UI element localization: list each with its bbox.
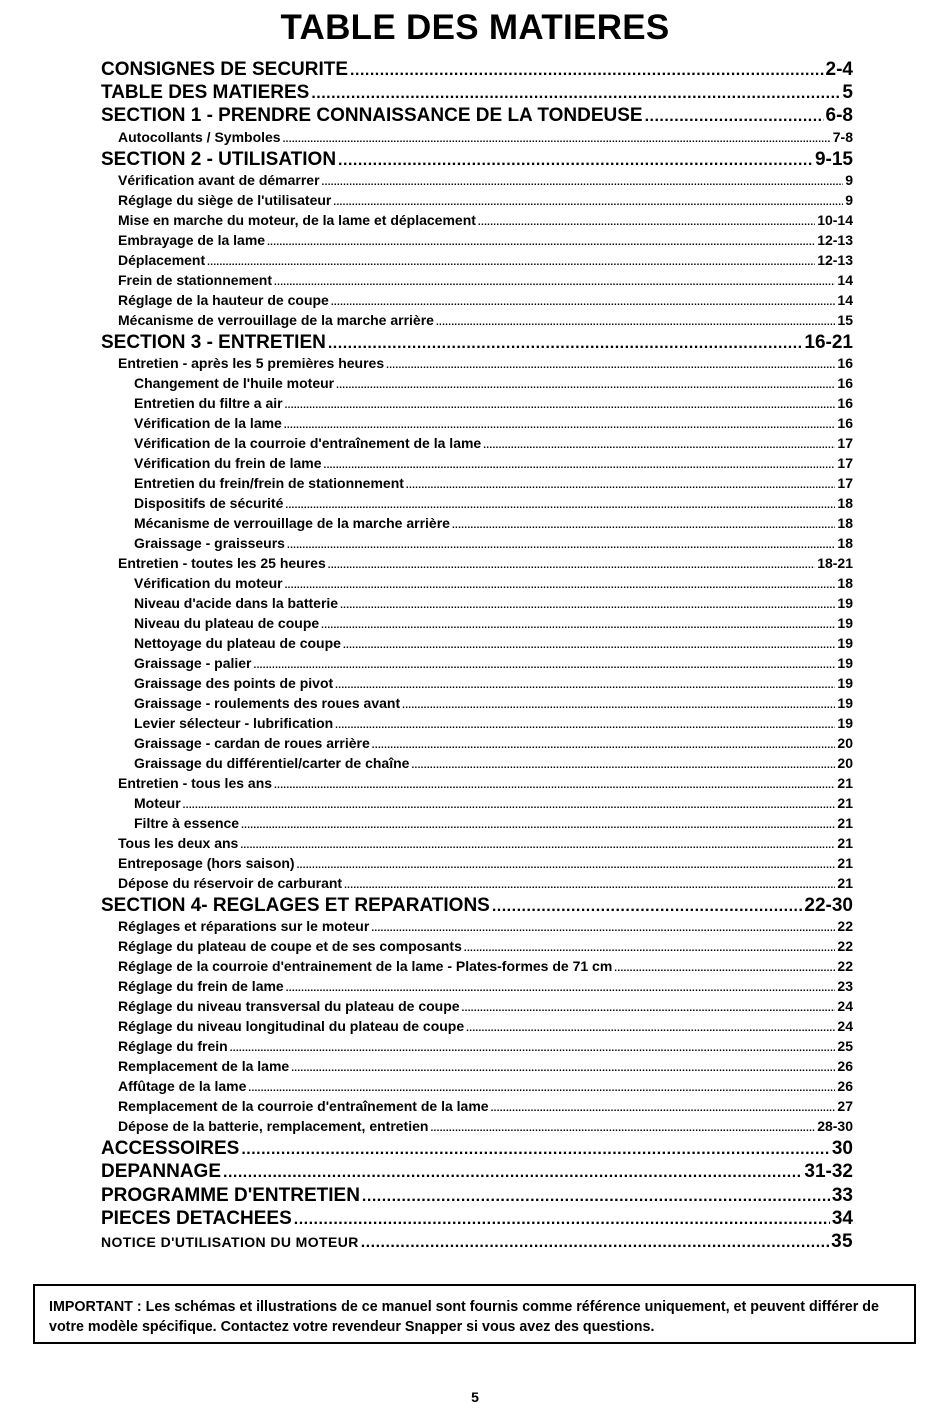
toc-leader-dots: [371, 923, 835, 934]
toc-entry: [118, 172, 853, 192]
toc-entry-label: Moteur: [134, 794, 181, 811]
toc-entry-label: DEPANNAGE: [101, 1161, 221, 1183]
toc-entry-label: Nettoyage du plateau de coupe: [134, 634, 341, 651]
toc-entry: [118, 232, 853, 252]
toc-entry-label: Graissage - roulements des roues avant: [134, 694, 401, 711]
toc-entry: [134, 375, 853, 395]
toc-entry-page: 27: [837, 1098, 853, 1115]
toc-entry: [118, 252, 853, 272]
toc-leader-dots: [483, 440, 835, 451]
toc-entry: [101, 1208, 853, 1231]
toc-entry-page: 7-8: [832, 128, 853, 145]
toc-entry-label: ACCESSOIRES: [101, 1138, 240, 1160]
toc-entry: [118, 1058, 853, 1078]
toc-entry-page: 26: [837, 1078, 853, 1095]
toc-leader-dots: [285, 580, 836, 591]
toc-entry-page: 5: [842, 82, 853, 104]
toc-entry-page: 21: [837, 834, 853, 851]
toc-entry-page: 19: [837, 654, 853, 671]
toc-entry-label: Dispositifs de sécurité: [134, 494, 284, 511]
toc-entry-label: Vérification du frein de lame: [134, 454, 322, 471]
toc-entry: [118, 1078, 853, 1098]
toc-entry-page: 16: [837, 414, 853, 431]
toc-entry-page: 16: [837, 374, 853, 391]
toc-leader-dots: [328, 335, 803, 353]
toc-entry: [134, 795, 853, 815]
toc-entry-page: 18-21: [817, 554, 853, 571]
toc-entry: [134, 615, 853, 635]
toc-entry-label: Entretien - tous les ans: [118, 774, 273, 791]
toc-leader-dots: [335, 720, 835, 731]
toc-entry: [118, 1118, 853, 1138]
toc-entry-page: 21: [837, 854, 853, 871]
toc-entry-page: 24: [837, 998, 853, 1015]
toc-entry-page: 19: [837, 594, 853, 611]
toc-leader-dots: [287, 540, 835, 551]
toc-entry-label: Mécanisme de verrouillage de la marche arrière: [118, 311, 434, 328]
toc-entry: [118, 192, 853, 212]
toc-entry: [118, 292, 853, 312]
toc-leader-dots: [386, 360, 835, 371]
toc-entry: [134, 435, 853, 455]
toc-entry-page: 16: [837, 394, 853, 411]
toc-leader-dots: [614, 963, 835, 974]
toc-entry: [134, 695, 853, 715]
toc-entry-page: 21: [837, 774, 853, 791]
toc-entry-label: Réglage de la courroie d'entrainement de la lame - Plates-formes de 71 cm: [118, 958, 613, 975]
toc-entry-label: Graissage des points de pivot: [134, 674, 334, 691]
toc-entry: [134, 675, 853, 695]
toc-entry-label: Affûtage de la lame: [118, 1078, 247, 1095]
toc-entry: [118, 918, 853, 938]
toc-entry: [134, 495, 853, 515]
toc-entry-page: 19: [837, 714, 853, 731]
toc-entry-page: 14: [837, 291, 853, 308]
toc-leader-dots: [406, 480, 836, 491]
toc-leader-dots: [283, 134, 831, 145]
page-number: 5: [471, 1389, 479, 1405]
toc-entry-page: 14: [837, 271, 853, 288]
toc-leader-dots: [343, 640, 835, 651]
toc-entry: [134, 575, 853, 595]
toc-entry-label: PIECES DETACHEES: [101, 1207, 292, 1229]
toc-leader-dots: [183, 800, 836, 811]
toc-entry-label: Vérification avant de démarrer: [118, 171, 320, 188]
toc-entry-label: Remplacement de la courroie d'entraînement de la lame: [118, 1098, 489, 1115]
toc-entry-label: SECTION 3 - ENTRETIEN: [101, 331, 326, 353]
toc-leader-dots: [452, 520, 835, 531]
toc-leader-dots: [254, 660, 836, 671]
toc-entry: [118, 1018, 853, 1038]
toc-entry-label: SECTION 2 - UTILISATION: [101, 148, 337, 170]
toc-leader-dots: [372, 740, 836, 751]
toc-entry-page: 20: [837, 734, 853, 751]
toc-leader-dots: [274, 780, 835, 791]
toc-leader-dots: [223, 1164, 802, 1182]
toc-entry-page: 22: [837, 958, 853, 975]
toc-leader-dots: [321, 620, 835, 631]
toc-leader-dots: [333, 197, 843, 208]
toc-leader-dots: [291, 1063, 835, 1074]
toc-entry-page: 15: [837, 311, 853, 328]
toc-entry-page: 22: [837, 918, 853, 935]
toc-entry-page: 18: [837, 514, 853, 531]
toc-entry-page: 18: [837, 494, 853, 511]
toc-leader-dots: [328, 560, 815, 571]
toc-entry-label: Changement de l'huile moteur: [134, 374, 335, 391]
toc-entry-page: 25: [837, 1038, 853, 1055]
toc-entry-page: 22-30: [804, 894, 853, 916]
toc-entry-page: 19: [837, 674, 853, 691]
toc-entry: [134, 735, 853, 755]
toc-entry-page: 16: [837, 354, 853, 371]
toc-entry: [134, 755, 853, 775]
toc-leader-dots: [344, 880, 835, 891]
toc-entry: [118, 998, 853, 1018]
toc-entry-label: Réglage du siège de l'utilisateur: [118, 191, 332, 208]
toc-entry-page: 26: [837, 1058, 853, 1075]
toc-entry-page: 6-8: [825, 105, 853, 127]
toc-entry-label: Filtre à essence: [134, 814, 240, 831]
toc-entry-label: Niveau d'acide dans la batterie: [134, 594, 339, 611]
toc-entry-page: 21: [837, 794, 853, 811]
toc-leader-dots: [241, 820, 835, 831]
toc-leader-dots: [331, 297, 836, 308]
toc-entry-label: CONSIGNES DE SECURITE: [101, 59, 349, 80]
toc-entry: [101, 59, 853, 82]
toc-leader-dots: [335, 680, 835, 691]
toc-entry-page: 9-15: [814, 148, 853, 170]
toc-entry-label: Réglage du frein: [118, 1038, 228, 1055]
toc-entry-page: 19: [837, 694, 853, 711]
toc-entry-label: Réglage du plateau de coupe et de ses composants: [118, 938, 462, 955]
toc-entry: [101, 1231, 853, 1254]
toc-leader-dots: [492, 898, 803, 916]
toc-entry-page: 21: [837, 814, 853, 831]
table-of-contents: [101, 59, 853, 1254]
toc-entry: [118, 1038, 853, 1058]
toc-entry-label: Niveau du plateau de coupe: [134, 614, 320, 631]
toc-leader-dots: [286, 983, 836, 994]
toc-entry-label: Levier sélecteur - lubrification: [134, 714, 334, 731]
toc-entry-page: 17: [837, 454, 853, 471]
toc-leader-dots: [230, 1043, 836, 1054]
toc-entry-page: 31-32: [804, 1161, 853, 1183]
toc-entry: [118, 129, 853, 149]
toc-leader-dots: [478, 217, 815, 228]
toc-entry-label: Réglage du niveau longitudinal du plateau de coupe: [118, 1018, 465, 1035]
toc-entry: [118, 212, 853, 232]
toc-leader-dots: [284, 420, 836, 431]
toc-leader-dots: [285, 400, 836, 411]
toc-entry: [118, 958, 853, 978]
toc-leader-dots: [248, 1083, 835, 1094]
toc-leader-dots: [411, 760, 835, 771]
toc-leader-dots: [402, 700, 835, 711]
toc-entry: [101, 82, 853, 105]
toc-leader-dots: [466, 1023, 835, 1034]
toc-leader-dots: [362, 1188, 830, 1206]
toc-entry-page: 35: [831, 1230, 853, 1252]
toc-entry: [134, 595, 853, 615]
toc-entry-page: 12-13: [817, 251, 853, 268]
toc-entry: [134, 815, 853, 835]
toc-entry: [118, 555, 853, 575]
toc-entry: [118, 272, 853, 292]
toc-leader-dots: [340, 600, 835, 611]
toc-entry-label: Remplacement de la lame: [118, 1058, 290, 1075]
toc-entry-label: Réglages et réparations sur le moteur: [118, 918, 370, 935]
toc-entry-label: Dépose du réservoir de carburant: [118, 874, 343, 891]
toc-entry-label: Réglage du frein de lame: [118, 978, 284, 995]
toc-entry-page: 19: [837, 614, 853, 631]
toc-entry-page: 33: [831, 1184, 853, 1206]
toc-entry: [101, 1185, 853, 1208]
toc-leader-dots: [207, 257, 815, 268]
toc-entry: [134, 635, 853, 655]
toc-entry: [118, 978, 853, 998]
toc-entry-label: Tous les deux ans: [118, 834, 239, 851]
toc-leader-dots: [311, 85, 840, 103]
toc-entry-page: 19: [837, 634, 853, 651]
toc-entry-label: Graissage du différentiel/carter de chaîne: [134, 754, 410, 771]
toc-entry: [134, 475, 853, 495]
toc-entry-label: Autocollants / Symboles: [118, 128, 281, 145]
toc-leader-dots: [491, 1103, 836, 1114]
toc-entry-page: 17: [837, 474, 853, 491]
toc-leader-dots: [294, 1211, 830, 1229]
toc-entry-label: Déplacement: [118, 251, 206, 268]
toc-entry: [134, 455, 853, 475]
toc-entry-label: Réglage de la hauteur de coupe: [118, 291, 329, 308]
toc-leader-dots: [436, 317, 835, 328]
toc-entry: [118, 355, 853, 375]
toc-entry-page: 21: [837, 874, 853, 891]
toc-entry-page: 2-4: [825, 59, 853, 80]
toc-entry-label: Embrayage de la lame: [118, 231, 266, 248]
toc-entry: [101, 1138, 853, 1161]
toc-entry-label: Graissage - graisseurs: [134, 534, 285, 551]
toc-leader-dots: [336, 380, 835, 391]
toc-entry: [118, 938, 853, 958]
toc-entry: [118, 1098, 853, 1118]
toc-entry: [101, 895, 853, 918]
toc-entry-page: 9: [845, 171, 853, 188]
important-notice-text: IMPORTANT : Les schémas et illustrations de ce manuel sont fournis comme référence uniquement, et peuvent différer de votre modèle spécifique. Contactez votre revendeur Snapper si vous avez des questions.: [49, 1299, 879, 1335]
toc-entry: [118, 855, 853, 875]
toc-entry: [134, 395, 853, 415]
toc-entry-label: Vérification de la lame: [134, 414, 282, 431]
toc-leader-dots: [274, 277, 835, 288]
toc-entry: [134, 655, 853, 675]
toc-entry-page: 9: [845, 191, 853, 208]
toc-entry-page: 16-21: [804, 331, 853, 353]
toc-entry-label: Entretien du filtre a air: [134, 394, 283, 411]
toc-entry-label: Dépose de la batterie, remplacement, entretien: [118, 1118, 429, 1135]
toc-entry-page: 23: [837, 978, 853, 995]
toc-entry-label: NOTICE D'UTILISATION DU MOTEUR: [101, 1233, 359, 1250]
toc-entry: [118, 775, 853, 795]
toc-entry-page: 24: [837, 1018, 853, 1035]
toc-entry-page: 17: [837, 434, 853, 451]
toc-leader-dots: [285, 500, 835, 511]
toc-leader-dots: [267, 237, 815, 248]
toc-entry-label: Réglage du niveau transversal du plateau de coupe: [118, 998, 460, 1015]
toc-entry-page: 18: [837, 574, 853, 591]
toc-leader-dots: [350, 62, 823, 80]
toc-entry-page: 18: [837, 534, 853, 551]
toc-entry-label: Entretien du frein/frein de stationnement: [134, 474, 404, 491]
toc-entry: [101, 105, 853, 128]
toc-leader-dots: [645, 108, 824, 126]
toc-entry-label: SECTION 4- REGLAGES ET REPARATIONS: [101, 894, 490, 916]
toc-entry-page: 20: [837, 754, 853, 771]
toc-entry-label: Entreposage (hors saison): [118, 854, 295, 871]
toc-entry: [118, 875, 853, 895]
toc-entry-page: 34: [831, 1207, 853, 1229]
toc-entry: [101, 149, 853, 172]
toc-entry-label: Frein de stationnement: [118, 271, 273, 288]
toc-leader-dots: [324, 460, 836, 471]
toc-entry: [134, 715, 853, 735]
toc-entry: [134, 415, 853, 435]
toc-entry-label: TABLE DES MATIERES: [101, 82, 310, 104]
toc-leader-dots: [297, 860, 836, 871]
toc-entry-label: PROGRAMME D'ENTRETIEN: [101, 1184, 360, 1206]
toc-leader-dots: [361, 1234, 829, 1252]
toc-leader-dots: [430, 1123, 815, 1134]
important-notice-box: [33, 1284, 916, 1344]
toc-entry-label: Mécanisme de verrouillage de la marche arrière: [134, 514, 450, 531]
toc-entry-label: Mise en marche du moteur, de la lame et déplacement: [118, 211, 476, 228]
toc-leader-dots: [464, 943, 836, 954]
toc-leader-dots: [462, 1003, 836, 1014]
toc-entry-label: Entretien - après les 5 premières heures: [118, 354, 385, 371]
toc-entry: [101, 332, 853, 355]
toc-entry-label: Graissage - palier: [134, 654, 252, 671]
toc-entry-page: 30: [831, 1138, 853, 1160]
toc-entry: [118, 312, 853, 332]
toc-leader-dots: [322, 177, 844, 188]
toc-entry-label: Vérification du moteur: [134, 574, 283, 591]
toc-entry: [118, 835, 853, 855]
page-title: TABLE DES MATIERES: [280, 8, 670, 47]
toc-leader-dots: [241, 1141, 830, 1159]
toc-entry: [134, 535, 853, 555]
toc-entry: [101, 1161, 853, 1184]
toc-entry-label: Graissage - cardan de roues arrière: [134, 734, 370, 751]
toc-entry-label: Entretien - toutes les 25 heures: [118, 554, 326, 571]
toc-entry-page: 28-30: [817, 1118, 853, 1135]
toc-entry-page: 12-13: [817, 231, 853, 248]
toc-leader-dots: [240, 840, 835, 851]
toc-entry-label: Vérification de la courroie d'entraînement de la lame: [134, 434, 482, 451]
toc-leader-dots: [338, 152, 813, 170]
toc-entry-page: 10-14: [817, 211, 853, 228]
toc-entry: [134, 515, 853, 535]
toc-entry-label: SECTION 1 - PRENDRE CONNAISSANCE DE LA TONDEUSE: [101, 105, 643, 127]
toc-entry-page: 22: [837, 938, 853, 955]
